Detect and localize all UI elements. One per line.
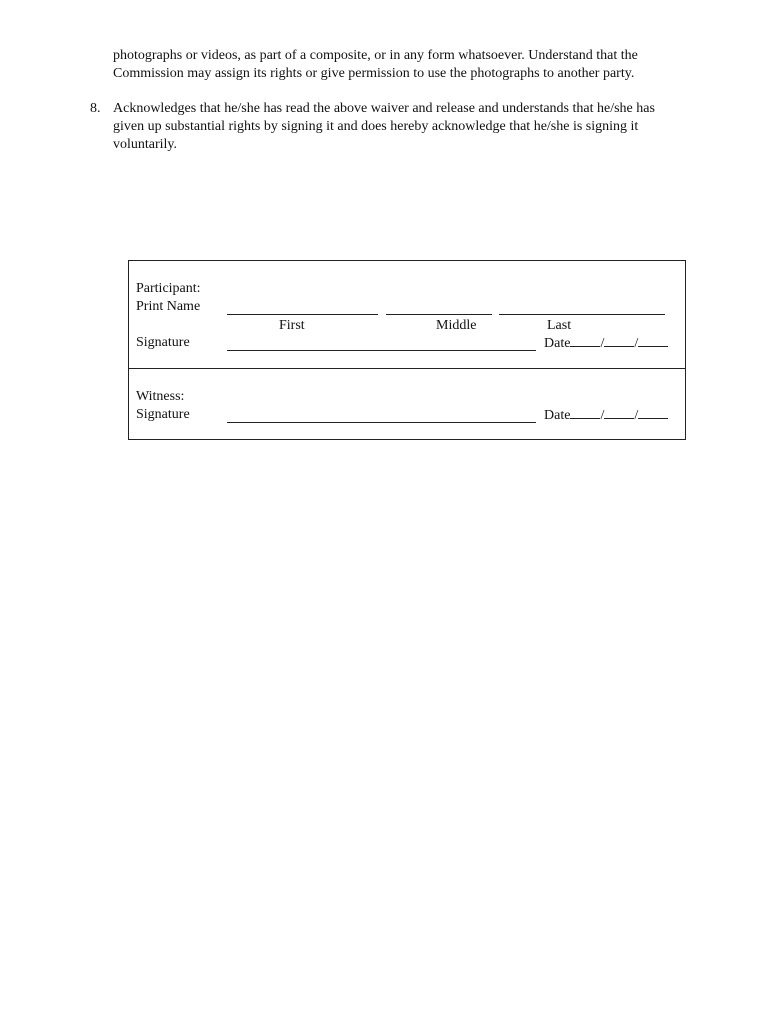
witness-date-label: Date	[544, 408, 571, 423]
date-separator: /	[634, 336, 639, 351]
witness-signature-field[interactable]	[227, 422, 536, 423]
middle-name-field[interactable]	[386, 314, 492, 315]
clause-8-line-1: Acknowledges that he/she has read the above waiver and release and understands that he/she has	[113, 101, 655, 116]
last-name-field[interactable]	[499, 314, 665, 315]
participant-date-year[interactable]	[638, 334, 668, 347]
first-name-caption: First	[279, 318, 305, 333]
clause-8-line-3: voluntarily.	[113, 137, 178, 152]
participant-date-month[interactable]	[570, 334, 600, 347]
date-separator: /	[600, 336, 605, 351]
participant-signature-label: Signature	[136, 335, 190, 350]
participant-heading: Participant:	[136, 281, 201, 296]
witness-date	[544, 406, 668, 425]
date-separator: /	[600, 408, 605, 423]
witness-date-month[interactable]	[570, 406, 600, 419]
last-name-caption: Last	[547, 318, 572, 333]
date-separator: /	[634, 408, 639, 423]
participant-date-label: Date	[544, 336, 571, 351]
clause-7-line-1: photographs or videos, as part of a composite, or in any form whatsoever. Understand that the	[113, 48, 638, 63]
witness-date-day[interactable]	[604, 406, 634, 419]
middle-name-caption: Middle	[436, 318, 477, 333]
participant-date-day[interactable]	[604, 334, 634, 347]
witness-heading: Witness:	[136, 389, 185, 404]
clause-8-line-2: given up substantial rights by signing it and does hereby acknowledge that he/she is signing it	[113, 119, 639, 134]
signature-form	[128, 260, 686, 440]
clause-8-number: 8.	[90, 101, 101, 116]
witness-date-year[interactable]	[638, 406, 668, 419]
print-name-label: Print Name	[136, 299, 201, 314]
participant-date	[544, 334, 668, 353]
first-name-field[interactable]	[227, 314, 378, 315]
witness-signature-label: Signature	[136, 407, 190, 422]
clause-7-line-2: Commission may assign its rights or give permission to use the photographs to another party.	[113, 66, 635, 81]
form-divider	[129, 368, 685, 369]
participant-signature-field[interactable]	[227, 350, 536, 351]
